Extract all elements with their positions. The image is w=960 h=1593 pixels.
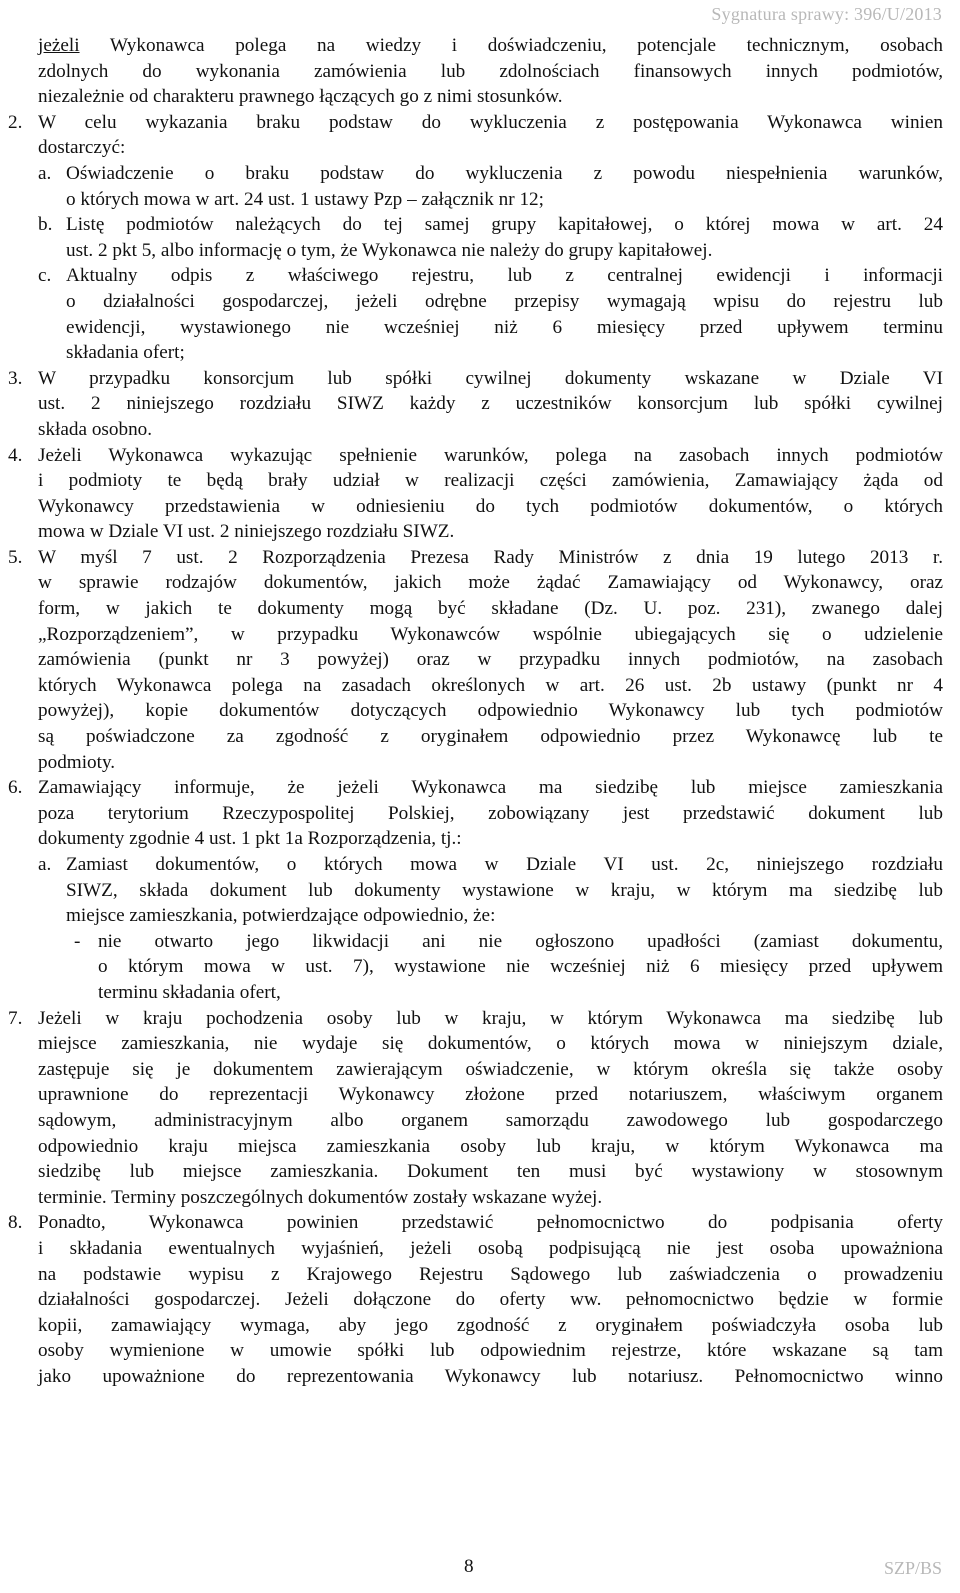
text-line: uprawnione do reprezentacji Wykonawcy złożone przed notariuszem, właściwym organem — [38, 1084, 943, 1106]
text-line: miejsce zamieszkania, nie wydaje się dokumentów, o których mowa w niniejszym dziale, — [38, 1033, 943, 1055]
text-line: o których mowa w art. 24 ust. 1 ustawy Pzp – załącznik nr 12; — [66, 188, 544, 210]
text-line: odpowiednio kraju miejsca zamieszkania osoby lub kraju, w którym Wykonawca ma — [38, 1135, 943, 1157]
text-line: Ponadto, Wykonawca powinien przedstawić pełnomocnictwo do podpisania oferty — [38, 1212, 943, 1234]
item-number: c. — [38, 265, 52, 287]
list-item-3 — [8, 366, 943, 443]
list-item-6a — [8, 852, 943, 929]
text-line: powyżej), kopie dokumentów dotyczących odpowiednio Wykonawcy lub tych podmiotów — [38, 700, 943, 722]
text-line: terminu składania ofert, — [98, 981, 281, 1003]
text-line: niezależnie od charakteru prawnego łączących go z nimi stosunków. — [38, 86, 563, 108]
text-line: W przypadku konsorcjum lub spółki cywilnej dokumenty wskazane w Dziale VI — [38, 367, 943, 389]
item-number: 4. — [8, 444, 23, 466]
text-line: Zamiast dokumentów, o których mowa w Dziale VI ust. 2c, niniejszego rozdziału — [66, 854, 943, 875]
dash-bullet: - — [74, 930, 81, 952]
text-line: i podmioty te będą brały udział w realizacji części zamówienia, Zamawiający żąda od — [38, 470, 943, 492]
text-line: Listę podmiotów należących do tej samej grupy kapitałowej, o której mowa w art. 24 — [66, 214, 943, 236]
text-line: form, w jakich te dokumenty mogą być składane (Dz. U. poz. 231), zwanego dalej — [38, 598, 943, 620]
list-item-2 — [8, 110, 943, 161]
text-line: W myśl 7 ust. 2 Rozporządzenia Prezesa Rady Ministrów z dnia 19 lutego 2013 r. — [38, 546, 943, 568]
text-line: poza terytorium Rzeczypospolitej Polskiej, zobowiązany jest przedstawić dokument lub — [38, 802, 943, 824]
text-line: ust. 2 pkt 5, albo informację o tym, że Wykonawca nie należy do grupy kapitałowej. — [66, 239, 713, 261]
text-line: sądowym, administracyjnym albo organem samorządu zawodowego lub gospodarczego — [38, 1109, 943, 1131]
item-number: 7. — [8, 1007, 23, 1029]
text-line: Zamawiający informuje, że jeżeli Wykonawca ma siedzibę lub miejsce zamieszkania — [38, 777, 943, 799]
text-line: i składania ewentualnych wyjaśnień, jeżeli osobą podpisującą nie jest osoba upoważniona — [38, 1237, 943, 1259]
text-line: miejsce zamieszkania, potwierdzające odpowiednio, że: — [66, 905, 496, 927]
text-line: Aktualny odpis z właściwego rejestru, lub z centralnej ewidencji i informacji — [66, 265, 943, 287]
text-line: mowa w Dziale VI ust. 2 niniejszego rozdziału SIWZ. — [38, 521, 455, 543]
text-line: jako upoważnione do reprezentowania Wykonawcy lub notariusz. Pełnomocnictwo winno — [38, 1365, 943, 1387]
text-line: „Rozporządzeniem”, w przypadku Wykonawców wspólnie ubiegających się o udzielenie — [38, 623, 943, 645]
list-item-8 — [8, 1210, 943, 1389]
text-line: nie otwarto jego likwidacji ani nie ogłoszono upadłości (zamiast dokumentu, — [98, 930, 943, 952]
emphasis-word: jeżeli — [38, 35, 80, 56]
text-line: o którym mowa w ust. 7), wystawione nie wcześniej niż 6 miesięcy przed upływem — [98, 956, 943, 978]
text-line: w sprawie rodzajów dokumentów, jakich może żądać Zamawiający od Wykonawcy, oraz — [38, 572, 943, 594]
footer-initials: SZP/BS — [883, 1558, 942, 1578]
text-line: Oświadczenie o braku podstaw do wykluczenia z powodu niespełnienia warunków, — [66, 162, 943, 184]
text-line: Jeżeli Wykonawca wykazując spełnienie warunków, polega na zasobach innych podmiotów — [38, 444, 943, 466]
list-item-6a-dash — [8, 929, 943, 1006]
list-item-5 — [8, 545, 943, 775]
text-line: zastępuje się je dokumentem zawierającym oświadczenie, w którym określa się także osoby — [38, 1058, 943, 1080]
item-number: a. — [38, 162, 52, 184]
item-number: b. — [38, 214, 53, 236]
text-line: ewidencji, wystawionego nie wcześniej niż 6 miesięcy przed upływem terminu — [66, 316, 943, 338]
case-signature: Sygnatura sprawy: 396/U/2013 — [711, 4, 942, 24]
text-line: działalności gospodarczej. Jeżeli dołączone do oferty ww. pełnomocnictwo będzie w formie — [38, 1289, 943, 1311]
intro-paragraph — [8, 33, 943, 110]
text-line: na podstawie wypisu z Krajowego Rejestru Sądowego lub zaświadczenia o prowadzeniu — [38, 1263, 943, 1285]
text-line: zdolnych do wykonania zamówienia lub zdolnościach finansowych innych podmiotów, — [38, 60, 943, 82]
text-line: W celu wykazania braku podstaw do wykluczenia z postępowania Wykonawca winien — [38, 111, 943, 133]
list-item-7 — [8, 1006, 943, 1211]
text-line: których Wykonawca polega na zasadach określonych w art. 26 ust. 2b ustawy (punkt nr 4 — [38, 674, 943, 696]
text-line — [38, 33, 943, 59]
text-line: o działalności gospodarczej, jeżeli odrębne przepisy wymagają wpisu do rejestru lub — [66, 290, 943, 312]
text-line: dostarczyć: — [38, 137, 126, 159]
list-item-6 — [8, 775, 943, 852]
text-line-rest: Wykonawca polega na wiedzy i doświadczeniu, potencjale technicznym, osobach — [79, 35, 943, 56]
page-number: 8 — [464, 1556, 474, 1577]
text-line: Jeżeli w kraju pochodzenia osoby lub w kraju, w którym Wykonawca ma siedzibę lub — [38, 1007, 943, 1029]
list-item-2b — [8, 212, 943, 263]
list-item-2a — [8, 161, 943, 212]
text-line: składa osobno. — [38, 418, 153, 440]
text-line: SIWZ, składa dokument lub dokumenty wystawione w kraju, w którym ma siedzibę lub — [66, 879, 943, 901]
list-item-4 — [8, 443, 943, 545]
text-line: kopii, zamawiający wymaga, aby jego zgodność z oryginałem poświadczyła osoba lub — [38, 1314, 943, 1336]
text-line: terminie. Terminy poszczególnych dokumentów zostały wskazane wyżej. — [38, 1186, 603, 1208]
item-number: 6. — [8, 777, 23, 799]
text-line: dokumenty zgodnie 4 ust. 1 pkt 1a Rozporządzenia, tj.: — [38, 828, 462, 850]
text-line: siedzibę lub miejsce zamieszkania. Dokument ten musi być wystawiony w stosownym — [38, 1161, 943, 1183]
item-number: 5. — [8, 546, 23, 568]
list-item-2c — [8, 263, 943, 365]
item-number: 3. — [8, 367, 23, 389]
text-line: osoby wymienione w umowie spółki lub odpowiednim rejestrze, które wskazane są tam — [38, 1340, 943, 1362]
text-line: podmioty. — [38, 751, 116, 773]
text-line: ust. 2 niniejszego rozdziału SIWZ każdy z uczestników konsorcjum lub spółki cywilnej — [38, 393, 943, 415]
text-line: są poświadczone za zgodność z oryginałem odpowiednio przez Wykonawcę lub te — [38, 726, 943, 748]
document-body — [8, 33, 943, 1389]
text-line: składania ofert; — [66, 342, 185, 364]
text-line: zamówienia (punkt nr 3 powyżej) oraz w przypadku innych podmiotów, na zasobach — [38, 649, 943, 671]
item-number: a. — [38, 854, 52, 875]
text-line: Wykonawcy przedstawienia w odniesieniu do tych podmiotów dokumentów, o których — [38, 495, 943, 517]
item-number: 2. — [8, 111, 23, 133]
item-number: 8. — [8, 1212, 23, 1234]
